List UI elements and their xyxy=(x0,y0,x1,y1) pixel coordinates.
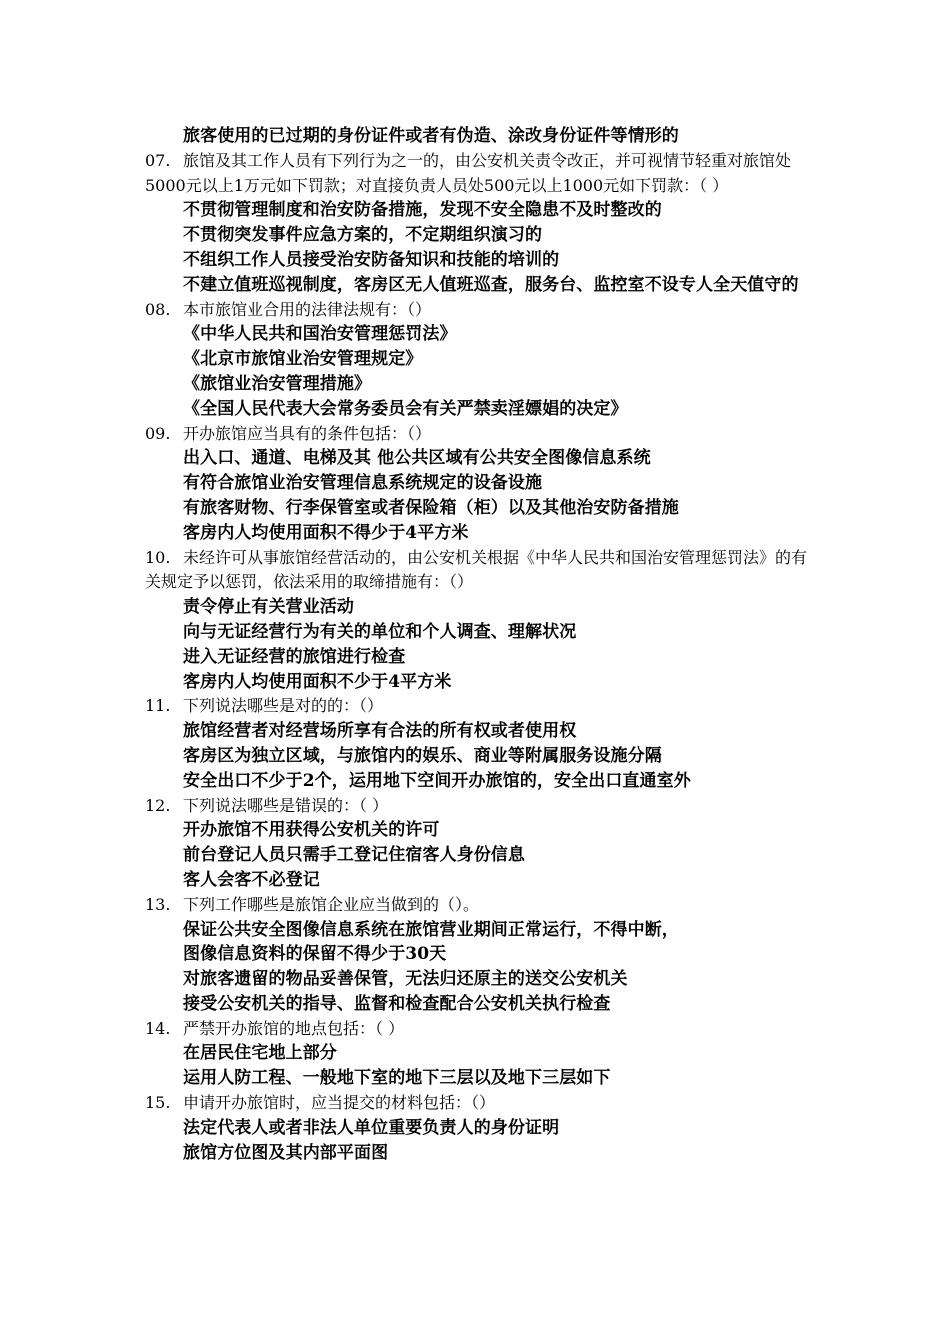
question-10 xyxy=(145,546,810,596)
question-text: 本市旅馆业合用的法律法规有：（） xyxy=(183,299,432,319)
option-line: 旅客使用的已过期的身份证件或者有伪造、涂改身份证件等情形的 xyxy=(183,126,679,146)
option-line: 旅馆经营者对经营场所享有合法的所有权或者使用权 xyxy=(183,721,577,742)
question-09 xyxy=(145,422,810,447)
option-line: 向与无证经营行为有关的单位和个人调查、理解状况 xyxy=(183,621,577,642)
question-text: 申请开办旅馆时，应当提交的材料包括：（） xyxy=(183,1093,496,1113)
question-number: 10. xyxy=(145,547,171,567)
option-line: 不建立值班巡视制度，客房区无人值班巡查，服务台、监控室不设专人全天值守的 xyxy=(183,274,799,295)
question-08 xyxy=(145,298,810,323)
option-line: 进入无证经营的旅馆进行检查 xyxy=(183,646,406,667)
option-line: 对旅客遗留的物品妥善保管，无法归还原主的送交公安机关 xyxy=(183,969,628,990)
question-11 xyxy=(145,694,810,719)
question-number: 07. xyxy=(145,150,171,170)
option-line: 有符合旅馆业治安管理信息系统规定的设备设施 xyxy=(183,473,543,494)
question-14 xyxy=(145,1017,810,1042)
question-number: 08. xyxy=(145,299,171,319)
option-line: 有旅客财物、行李保管室或者保险箱（柜）以及其他治安防备措施 xyxy=(183,497,679,518)
question-text: 下列说法哪些是对的的：（） xyxy=(183,696,384,716)
option-line: 《北京市旅馆业治安管理规定》 xyxy=(183,349,423,370)
option-line: 《中华人民共和国治安管理惩罚法》 xyxy=(183,324,457,345)
option-line: 客房内人均使用面积不得少于4平方米 xyxy=(183,522,469,543)
option-line: 运用人防工程、一般地下室的地下三层以及地下三层如下 xyxy=(183,1068,611,1089)
question-list xyxy=(145,124,810,1165)
option-line: 客房区为独立区域，与旅馆内的娱乐、商业等附属服务设施分隔 xyxy=(183,745,662,766)
option-line: 不贯彻突发事件应急方案的，不定期组织演习的 xyxy=(183,225,543,246)
question-text: 开办旅馆应当具有的条件包括：（） xyxy=(183,423,432,443)
option-line: 《旅馆业治安管理措施》 xyxy=(183,373,372,394)
option-line: 客房内人均使用面积不少于4平方米 xyxy=(183,671,452,692)
question-text: 下列说法哪些是错误的：（ ） xyxy=(183,795,389,815)
option-line: 旅馆方位图及其内部平面图 xyxy=(183,1142,389,1163)
option-line: 图像信息资料的保留不得少于30天 xyxy=(183,944,447,965)
question-15 xyxy=(145,1091,810,1116)
option-line: 开办旅馆不用获得公安机关的许可 xyxy=(183,820,440,841)
question-13 xyxy=(145,893,810,918)
option-line: 在居民住宅地上部分 xyxy=(183,1043,337,1064)
option-line: 法定代表人或者非法人单位重要负责人的身份证明 xyxy=(183,1117,560,1138)
option-line: 责令停止有关营业活动 xyxy=(183,597,354,618)
option-line: 客人会客不必登记 xyxy=(183,869,320,890)
option-line: 不组织工作人员接受治安防备知识和技能的培训的 xyxy=(183,249,560,270)
option-line: 前台登记人员只需手工登记住宿客人身份信息 xyxy=(183,845,525,866)
question-text: 未经许可从事旅馆经营活动的，由公安机关根据《中华人民共和国治安管理惩罚法》的有关规定予以惩罚，依法采用的取缔措施有：（） xyxy=(145,547,808,592)
question-text: 旅馆及其工作人员有下列行为之一的，由公安机关责令改正，并可视情节轻重对旅馆处5000元以上1万元如下罚款；对直接负责人员处500元以上1000元如下罚款：（ ） xyxy=(145,150,792,195)
question-number: 12. xyxy=(145,795,171,815)
question-number: 13. xyxy=(145,894,171,914)
question-number: 15. xyxy=(145,1093,171,1113)
option-line: 安全出口不少于2个，运用地下空间开办旅馆的，安全出口直通室外 xyxy=(183,770,691,791)
question-text: 严禁开办旅馆的地点包括：（ ） xyxy=(183,1018,405,1038)
option-line: 《全国人民代表大会常务委员会有关严禁卖淫嫖娼的决定》 xyxy=(183,398,628,419)
option-line: 不贯彻管理制度和治安防备措施，发现不安全隐患不及时整改的 xyxy=(183,200,662,221)
option-line: 保证公共安全图像信息系统在旅馆营业期间正常运行，不得中断， xyxy=(183,919,679,940)
question-text: 下列工作哪些是旅馆企业应当做到的（）。 xyxy=(183,894,480,914)
option-line: 接受公安机关的指导、监督和检查配合公安机关执行检查 xyxy=(183,993,611,1014)
question-07 xyxy=(145,149,810,199)
option-line: 出入口、通道、电梯及其 他公共区域有公共安全图像信息系统 xyxy=(183,448,651,469)
question-number: 09. xyxy=(145,423,171,443)
question-number: 11. xyxy=(145,696,171,716)
question-12 xyxy=(145,794,810,819)
question-number: 14. xyxy=(145,1018,171,1038)
